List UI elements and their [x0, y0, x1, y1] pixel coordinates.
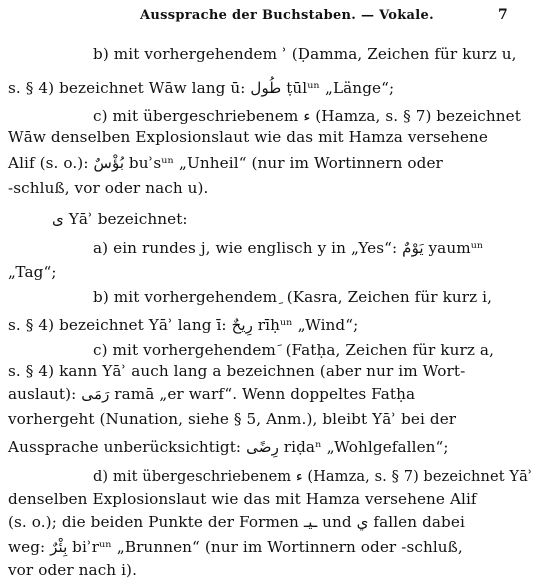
text-line: Alif (s. o.): بُؤْسٌ buʾsᵘⁿ „Unheil“ (nur im Wortinnern oder — [8, 154, 443, 172]
text-line: c) mit vorhergehendem َ (Fatḥa, Zeichen für kurz a, — [93, 341, 494, 359]
text-line: vorhergeht (Nunation, siehe § 5, Anm.), bleibt Yāʾ bei der — [8, 410, 457, 428]
text-line: denselben Explosionslaut wie das mit Hamza versehene Alif — [8, 490, 477, 508]
text-line: s. § 4) bezeichnet Yāʾ lang ī: رِيحٌ rīḥᵘⁿ „Wind“; — [8, 316, 359, 334]
running-title: Aussprache der Buchstaben. — Vokale. — [140, 8, 434, 23]
text-line: (s. o.); die beiden Punkte der Formen ـيـ und ي fallen dabei — [8, 513, 465, 531]
text-line: vor oder nach i). — [8, 561, 138, 579]
text-line: b) mit vorhergehendem ِ (Kasra, Zeichen für kurz i, — [93, 288, 493, 306]
text-line: s. § 4) bezeichnet Wāw lang ū: طُول ṭūlᵘⁿ „Länge“; — [8, 79, 395, 97]
text-line: weg: بِئْرٌ biʾrᵘⁿ „Brunnen“ (nur im Wortinnern oder -schluß, — [8, 538, 463, 556]
text-line: c) mit übergeschriebenem ء (Hamza, s. § 7) bezeichnet — [93, 107, 521, 125]
text-line: Wāw denselben Explosionslaut wie das mit Hamza versehene — [8, 128, 488, 146]
text-line: b) mit vorhergehendem ʾ (Ḍamma, Zeichen für kurz u, — [93, 45, 517, 63]
text-line: s. § 4) kann Yāʾ auch lang a bezeichnen (aber nur im Wort- — [8, 362, 466, 380]
text-line: a) ein rundes j, wie englisch y in „Yes“: يَوْمٌ yaumᵘⁿ — [93, 239, 484, 257]
text-line: d) mit übergeschriebenem ء (Hamza, s. § 7) bezeichnet Yāʾ — [93, 468, 533, 485]
text-line: auslaut): رَمَى ramā „er warf“. Wenn doppeltes Fatḥa — [8, 385, 416, 403]
text-line: -schluß, vor oder nach u). — [8, 179, 209, 197]
text-line: Aussprache unberücksichtigt: رِضًى riḍaⁿ „Wohlgefallen“; — [8, 438, 449, 456]
text-line: „Tag“; — [8, 263, 57, 281]
page-number: 7 — [498, 7, 509, 23]
page-header — [0, 6, 540, 28]
text-line: ى Yāʾ bezeichnet: — [52, 210, 188, 228]
